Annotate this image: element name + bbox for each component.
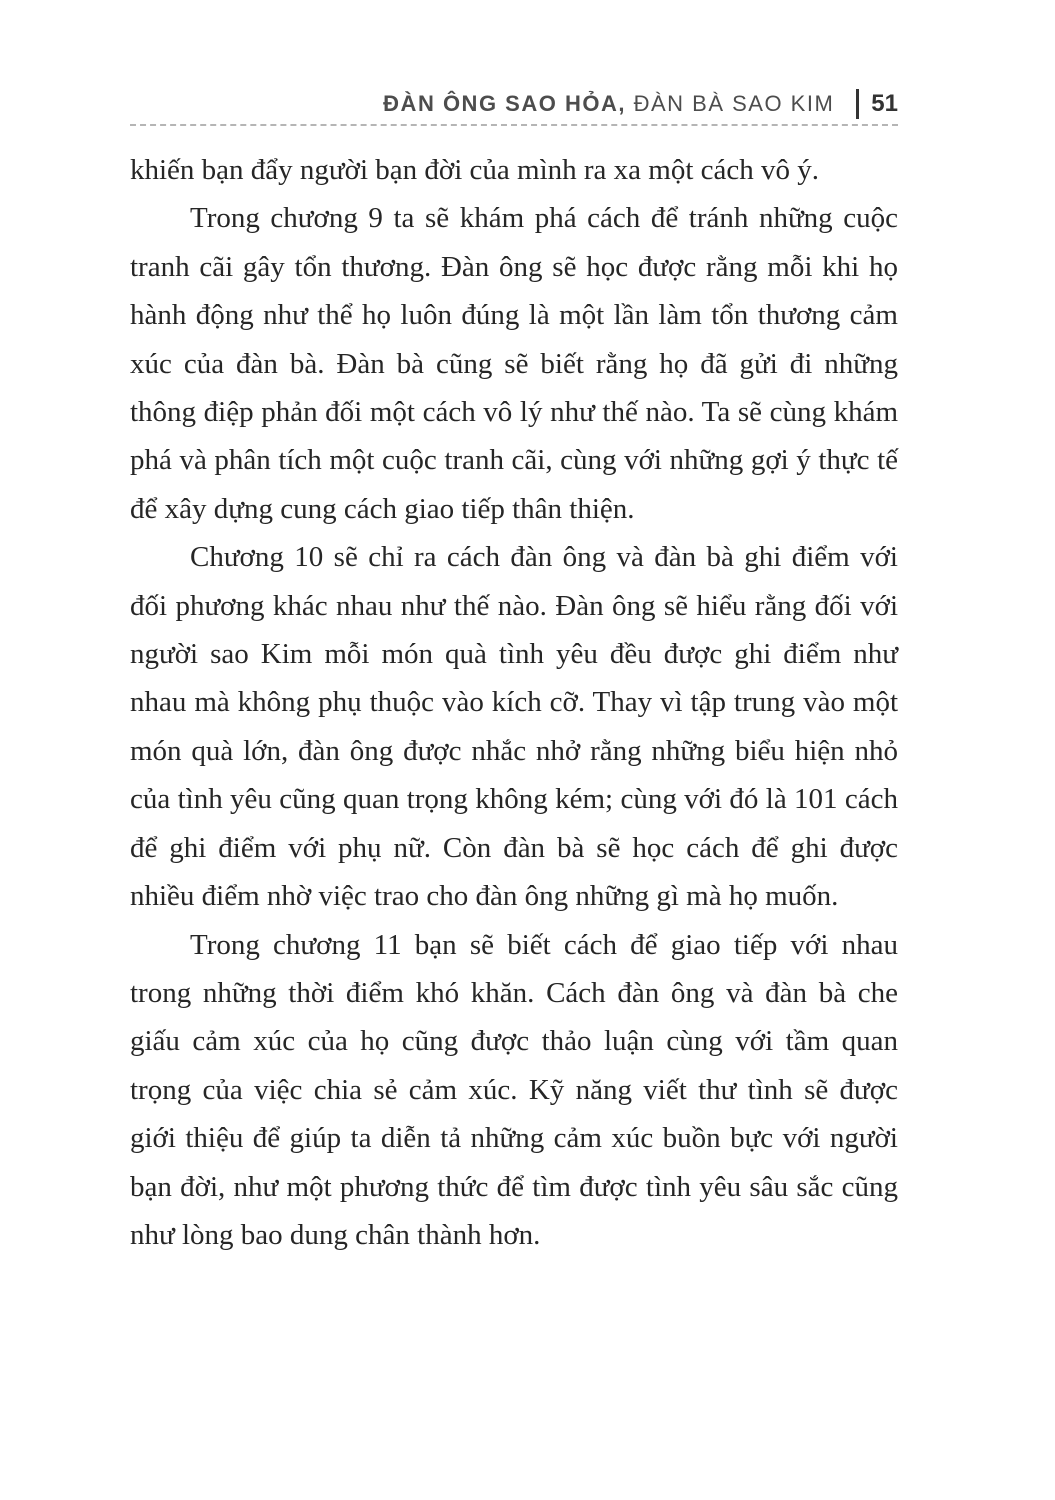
book-title-normal: ĐÀN BÀ SAO KIM	[625, 91, 835, 116]
paragraph-continuation: khiến bạn đẩy người bạn đời của mình ra xa một cách vô ý.	[130, 154, 820, 186]
header-dashed-rule	[130, 124, 898, 126]
paragraph-chapter-10: Chương 10 sẽ chỉ ra cách đàn ông và đàn bà ghi điểm với đối phương khác nhau như thế nào. Đàn ông sẽ hiểu rằng đối với người sao Kim mỗi món quà tình yêu đều được ghi điểm như nhau mà không phụ thuộc vào kích cỡ. Thay vì tập trung vào một món quà lớn, đàn ông được nhắc nhở rằng những biểu hiện nhỏ của tình yêu cũng quan trọng không kém; cùng với đó là 101 cách để ghi điểm với phụ nữ. Còn đàn bà sẽ học cách để ghi được nhiều điểm nhờ việc trao cho đàn ông những gì mà họ muốn.	[130, 541, 898, 913]
running-header	[130, 84, 898, 124]
paragraph-chapter-9: Trong chương 9 ta sẽ khám phá cách để tránh những cuộc tranh cãi gây tổn thương. Đàn ông sẽ học được rằng mỗi khi họ hành động như thể họ luôn đúng là một lần làm tổn thương cảm xúc của đàn bà. Đàn bà cũng sẽ biết rằng họ đã gửi đi những thông điệp phản đối một cách vô lý như thế nào. Ta sẽ cùng khám phá và phân tích một cuộc tranh cãi, cùng với những gợi ý thực tế để xây dựng cung cách giao tiếp thân thiện.	[130, 202, 898, 525]
paragraph-chapter-11: Trong chương 11 bạn sẽ biết cách để giao tiếp với nhau trong những thời điểm khó khăn. Cách đàn ông và đàn bà che giấu cảm xúc của họ cũng được thảo luận cùng với tầm quan trọng của việc chia sẻ cảm xúc. Kỹ năng viết thư tình sẽ được giới thiệu để giúp ta diễn tả những cảm xúc buồn bực với người bạn đời, như một phương thức để tìm được tình yêu sâu sắc cũng như lòng bao dung chân thành hơn.	[130, 928, 898, 1251]
page-number: 51	[871, 90, 898, 117]
header-divider	[856, 89, 859, 119]
body-text	[130, 146, 898, 1259]
book-title-bold: ĐÀN ÔNG SAO HỎA,	[383, 91, 626, 116]
